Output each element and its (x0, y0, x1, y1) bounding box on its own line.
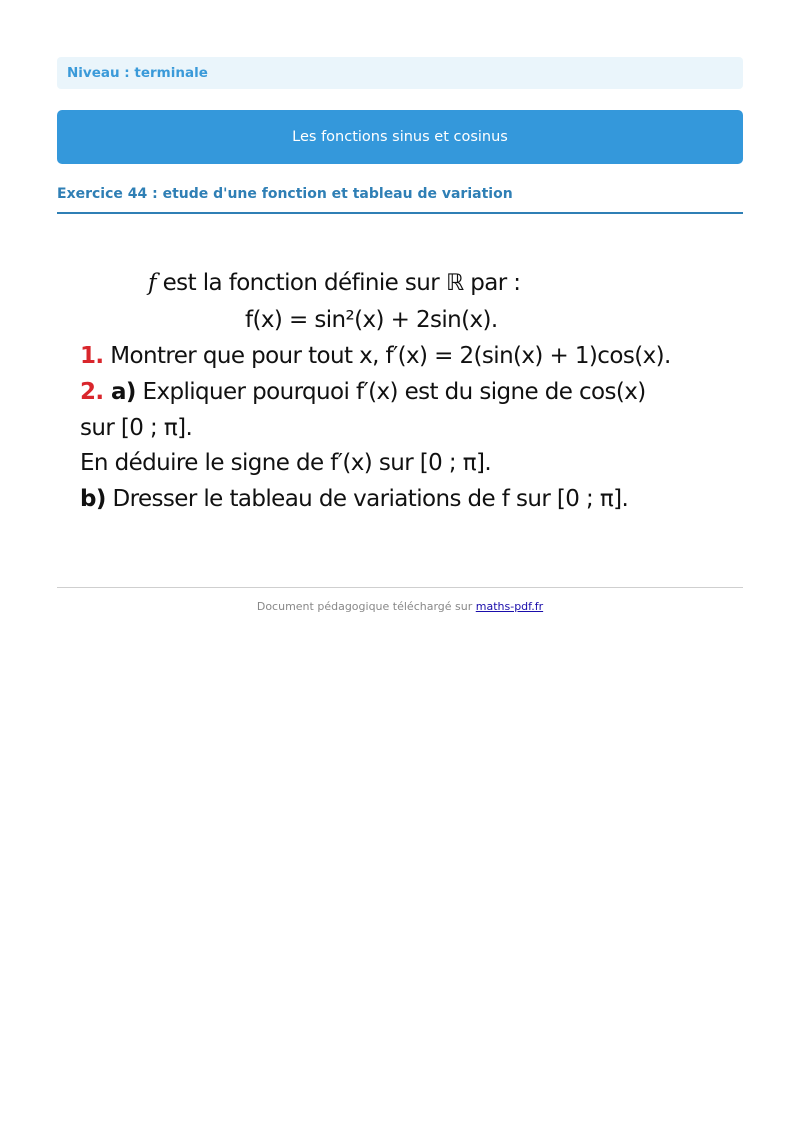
question-1 (80, 343, 671, 369)
question-2a-text: Expliquer pourquoi f′(x) est du signe de cos(x) (135, 379, 646, 405)
footer-divider (57, 587, 743, 588)
intro-line (148, 270, 520, 296)
footer (57, 600, 743, 613)
intro-function-name: f (148, 270, 156, 296)
question-2a-label: a) (103, 379, 136, 405)
question-2b (80, 486, 628, 512)
footer-link[interactable]: maths-pdf.fr (475, 600, 544, 613)
footer-text: Document pédagogique téléchargé sur (256, 600, 476, 613)
level-label: Niveau : terminale (67, 65, 208, 81)
question-2b-text: Dresser le tableau de variations de f sur [0 ; π]. (105, 486, 629, 512)
intro-set: ℝ (445, 270, 464, 296)
level-banner (57, 57, 743, 89)
question-1-number: 1. (80, 343, 104, 369)
exercise-title-underline (57, 212, 743, 214)
question-2-number: 2. (80, 379, 104, 405)
intro-text: est la fonction définie sur (155, 270, 446, 296)
question-2a-deduce: En déduire le signe de f′(x) sur [0 ; π]. (80, 450, 492, 476)
question-2b-label: b) (80, 486, 106, 512)
exercise-title: Exercice 44 : etude d'une fonction et tableau de variation (57, 186, 513, 202)
definition-line: f(x) = sin²(x) + 2sin(x). (245, 307, 498, 333)
question-2a-continuation: sur [0 ; π]. (80, 415, 193, 441)
question-1-text: Montrer que pour tout x, f′(x) = 2(sin(x) + 1)cos(x). (103, 343, 671, 369)
chapter-title: Les fonctions sinus et cosinus (292, 129, 508, 145)
question-2a (80, 379, 646, 405)
intro-end: par : (463, 270, 521, 296)
chapter-title-bar (57, 110, 743, 164)
